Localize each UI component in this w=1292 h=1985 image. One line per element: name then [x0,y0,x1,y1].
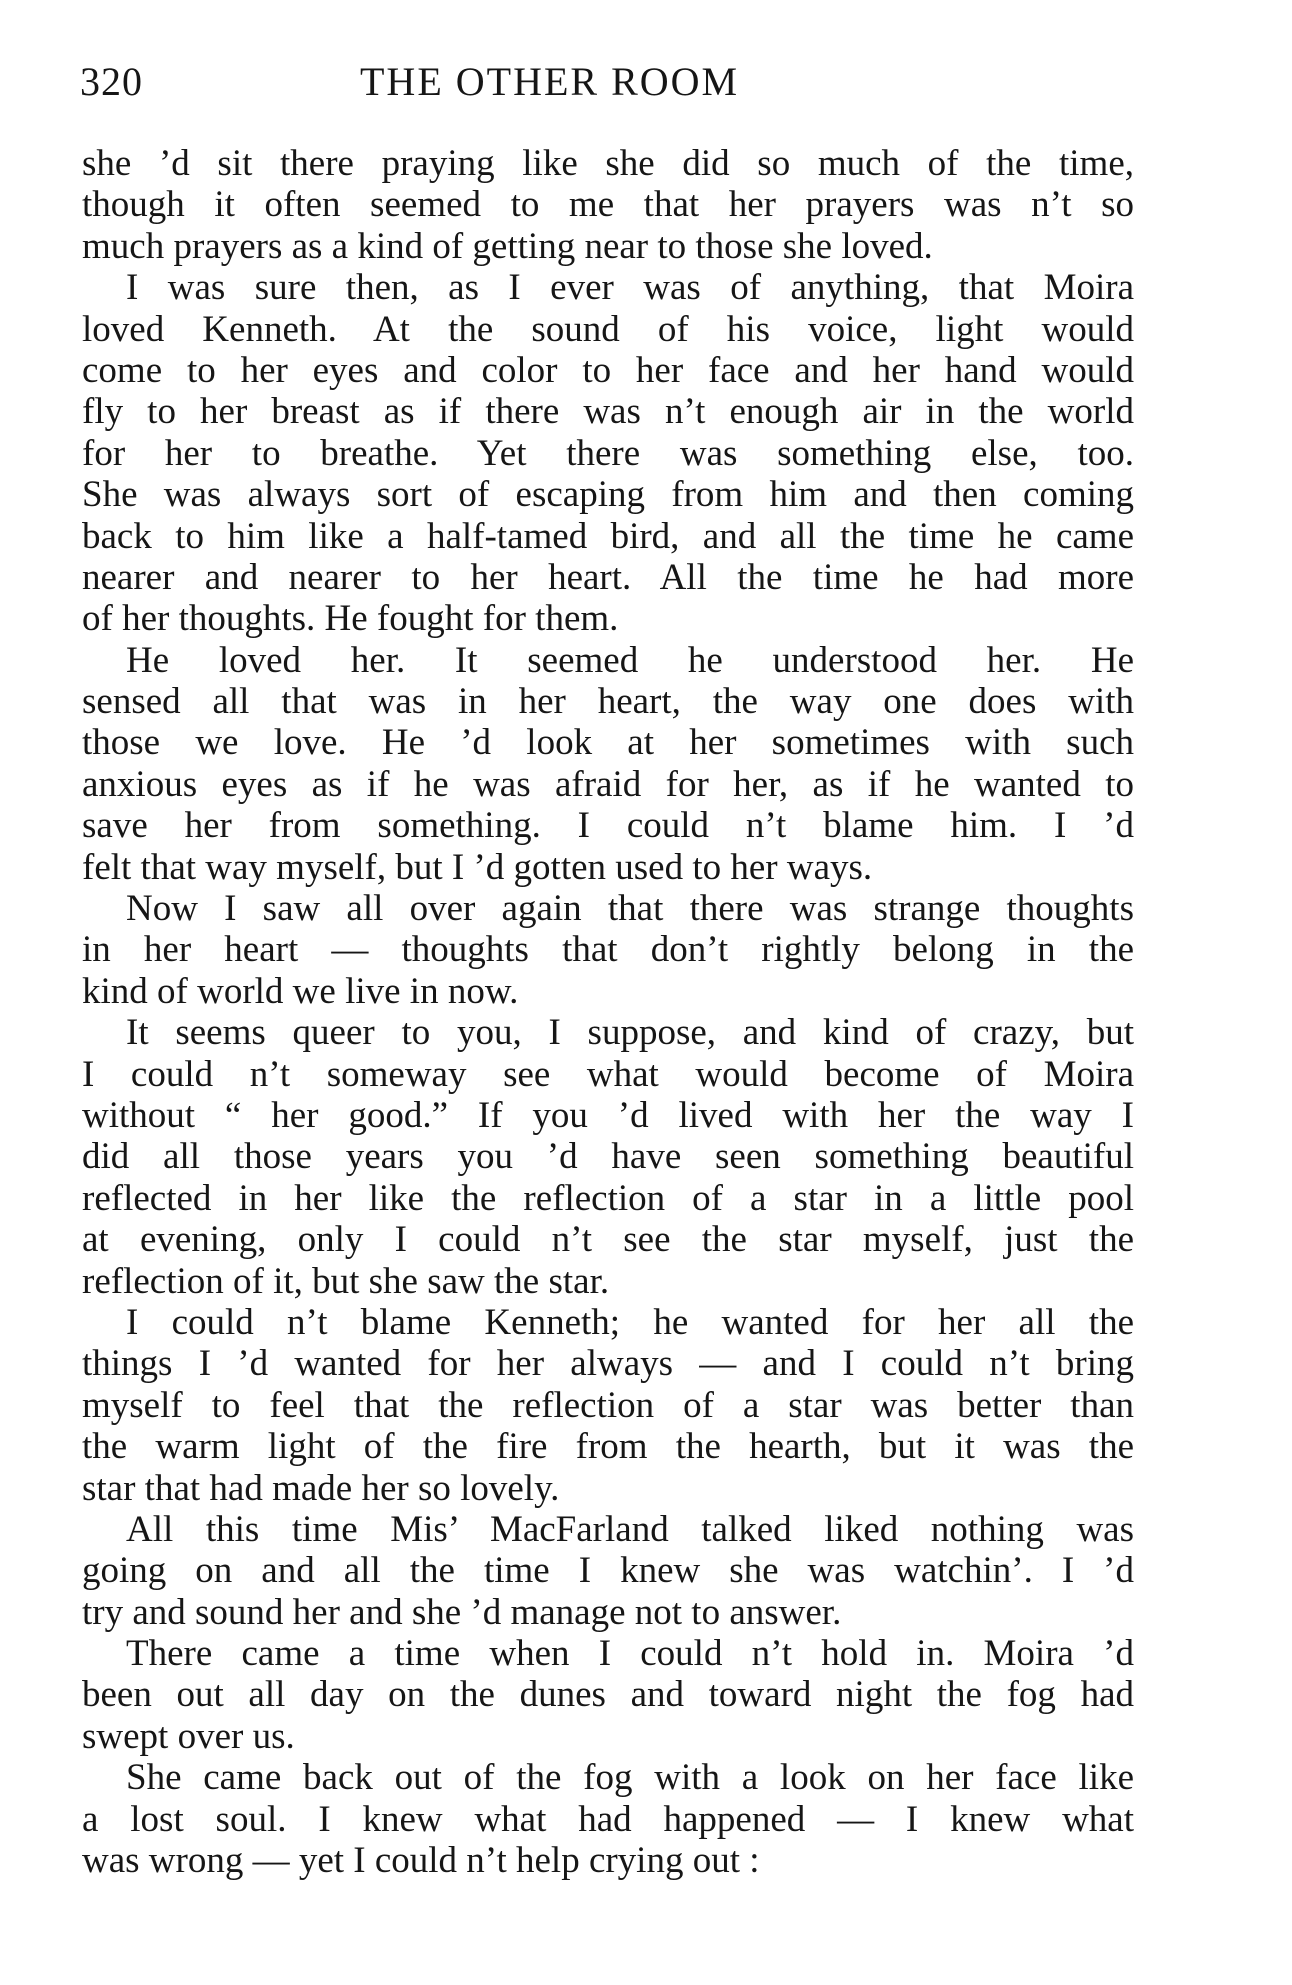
text-line: reflection of it, but she saw the star. [82,1260,610,1302]
text-line: loved Kenneth. At the sound of his voice, light would [82,308,1134,350]
text-line: He loved her. It seemed he understood her. He [126,639,1134,681]
text-line: fly to her breast as if there was n’t enough air in the world [82,391,1134,433]
text-line: star that had made her so lovely. [82,1467,560,1509]
text-line: I was sure then, as I ever was of anything, that Moira [126,267,1134,309]
text-line: All this time Mis’ MacFarland talked liked nothing was [126,1508,1134,1550]
text-line: been out all day on the dunes and toward night the fog had [82,1674,1134,1716]
text-line: did all those years you ’d have seen something beautiful [82,1136,1134,1178]
text-line: was wrong — yet I could n’t help crying out : [82,1840,760,1882]
text-line: swept over us. [82,1715,295,1757]
text-line: a lost soul. I knew what had happened — I knew what [82,1798,1134,1840]
text-line: save her from something. I could n’t blame him. I ’d [82,805,1134,847]
text-line: come to her eyes and color to her face and her hand would [82,349,1134,391]
text-line: at evening, only I could n’t see the star myself, just the [82,1219,1134,1261]
text-line: I could n’t blame Kenneth; he wanted for her all the [126,1301,1134,1343]
text-line: She was always sort of escaping from him and then coming [82,474,1134,516]
text-line: nearer and nearer to her heart. All the time he had more [82,556,1134,598]
text-line: try and sound her and she ’d manage not to answer. [82,1591,842,1633]
text-line: Now I saw all over again that there was strange thoughts [126,888,1134,930]
text-line: those we love. He ’d look at her sometimes with such [82,722,1134,764]
text-line: of her thoughts. He fought for them. [82,598,619,640]
body-text [82,143,1134,1881]
text-line: kind of world we live in now. [82,970,519,1012]
text-line: reflected in her like the reflection of a star in a little pool [82,1177,1134,1219]
running-head [80,58,1132,108]
text-line: sensed all that was in her heart, the way one does with [82,681,1134,723]
text-line: though it often seemed to me that her prayers was n’t so [82,184,1134,226]
text-line: things I ’d wanted for her always — and I could n’t bring [82,1343,1134,1385]
text-line: anxious eyes as if he was afraid for her, as if he wanted to [82,763,1134,805]
text-line: for her to breathe. Yet there was something else, too. [82,432,1134,474]
running-title: THE OTHER ROOM [360,59,740,104]
text-line: I could n’t someway see what would become of Moira [82,1053,1134,1095]
text-line: She came back out of the fog with a look on her face like [126,1757,1134,1799]
text-line: without “ her good.” If you ’d lived with her the way I [82,1094,1134,1136]
text-line: myself to feel that the reflection of a star was better than [82,1384,1134,1426]
text-line: she ’d sit there praying like she did so much of the time, [82,143,1134,184]
text-line: much prayers as a kind of getting near to those she loved. [82,225,933,267]
page-number: 320 [80,59,143,104]
text-line: felt that way myself, but I ’d gotten used to her ways. [82,846,873,888]
text-line: the warm light of the fire from the hearth, but it was the [82,1426,1134,1468]
text-line: going on and all the time I knew she was watchin’. I ’d [82,1550,1134,1592]
text-line: back to him like a half-tamed bird, and all the time he came [82,515,1134,557]
text-line: in her heart — thoughts that don’t rightly belong in the [82,929,1134,971]
text-line: There came a time when I could n’t hold in. Moira ’d [126,1633,1134,1675]
text-line: It seems queer to you, I suppose, and kind of crazy, but [126,1012,1134,1054]
